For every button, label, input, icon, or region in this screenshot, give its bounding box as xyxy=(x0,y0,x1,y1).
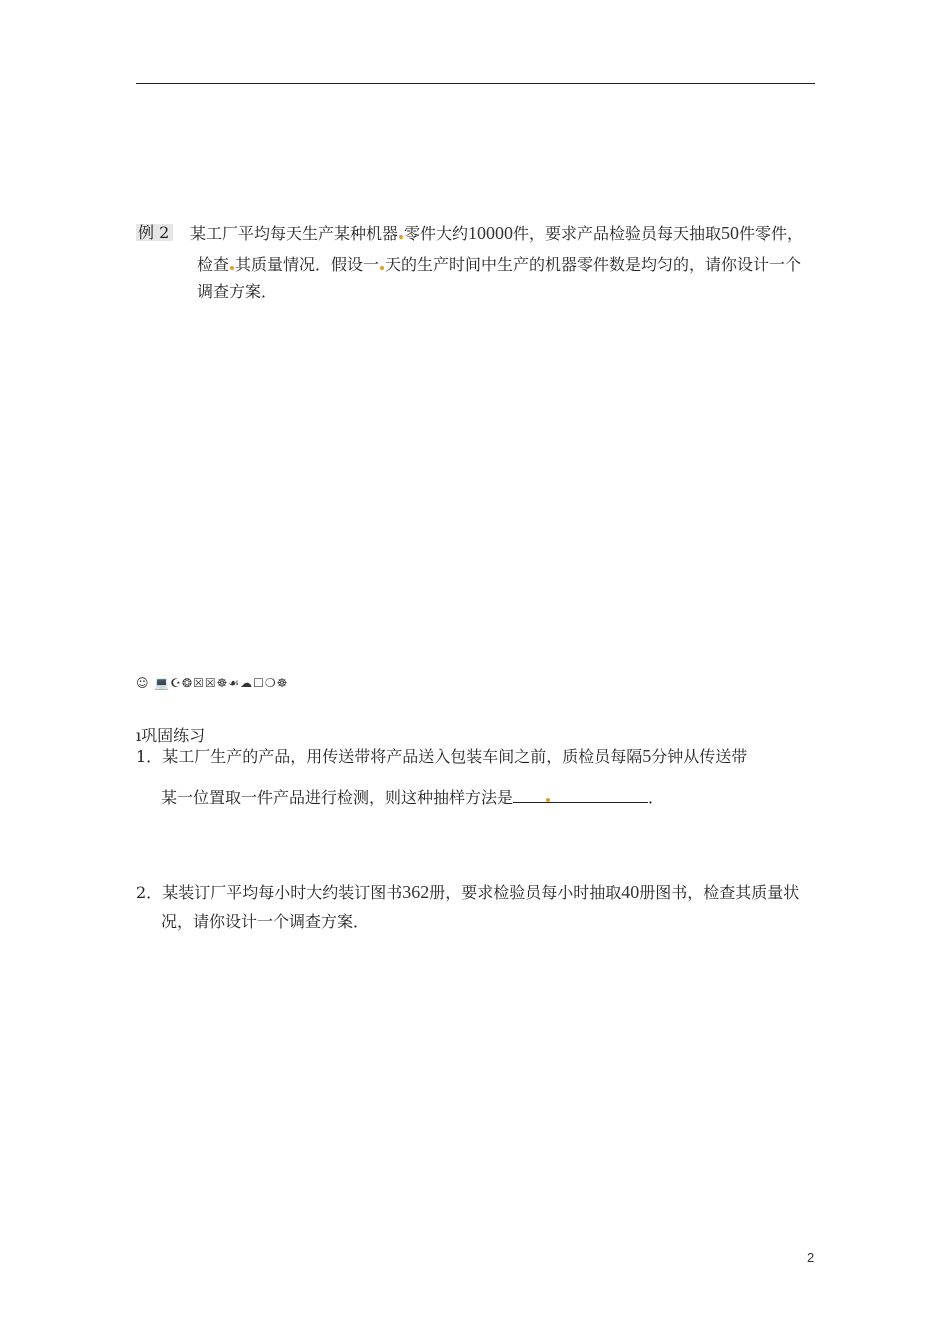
question-1-line1: 1．某工厂生产的产品，用传送带将产品送入包装车间之前，质检员每隔5分钟从传送带 xyxy=(136,746,748,766)
example2-line1: 某工厂平均每天生产某种机器 零件大约10000件，要求产品检验员每天抽取50件零件， xyxy=(190,223,804,243)
answer-blank[interactable] xyxy=(513,788,648,803)
quantity-10000: 10000 xyxy=(468,223,514,243)
books-362: 362 xyxy=(402,882,430,902)
marker-dot xyxy=(399,235,403,239)
question-2-line1: 2．某装订厂平均每小时大约装订图书362册，要求检验员每小时抽取40册图书，检查其质量状 xyxy=(136,882,800,902)
symbol-line: ☺ 💻☪❂☒☒☸☙☁☐❍☸ xyxy=(136,676,289,690)
question-2-line2: 况，请你设计一个调查方案． xyxy=(161,912,370,931)
practice-heading: ı巩固练习 xyxy=(136,726,206,745)
quantity-50: 50 xyxy=(721,223,740,243)
header-rule xyxy=(136,83,815,84)
example2-line3: 调查方案． xyxy=(197,282,278,301)
example-label: 例 2 xyxy=(138,223,170,242)
question-2-number: 2． xyxy=(136,883,163,902)
interval-5: 5 xyxy=(642,746,652,766)
marker-dot xyxy=(230,266,234,270)
page-number: 2 xyxy=(807,1250,815,1265)
question-1-line2: 某一位置取一件产品进行检测，则这种抽样方法是 ． xyxy=(161,788,665,807)
marker-dot xyxy=(546,798,550,802)
marker-dot xyxy=(380,266,384,270)
question-1-number: 1． xyxy=(136,747,163,766)
example2-line2: 检查 其质量情况．假设一 天的生产时间中生产的机器零件数是均匀的，请你设计一个 xyxy=(197,255,802,274)
sample-40: 40 xyxy=(621,882,640,902)
